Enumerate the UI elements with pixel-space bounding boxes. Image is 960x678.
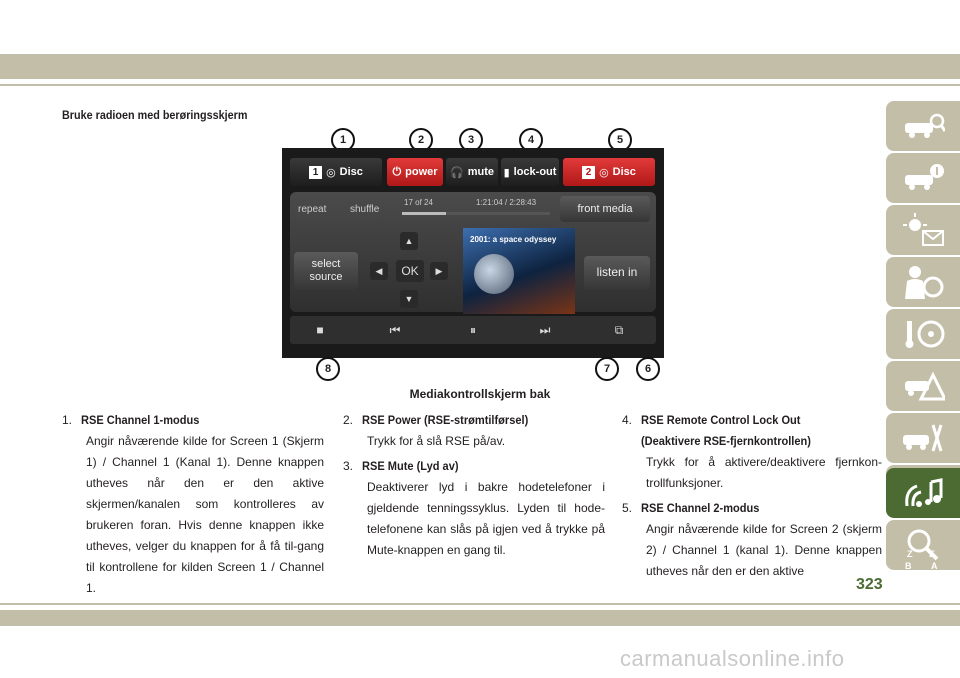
figure-caption: Mediakontrollskjerm bak: [409, 387, 551, 401]
service-icon: [901, 421, 945, 455]
screen1-disc-tab: [290, 158, 382, 186]
chapter-tab-service[interactable]: [886, 413, 960, 463]
index-icon: [901, 547, 945, 581]
multimedia-icon: [901, 476, 945, 510]
svg-text:I C T: I C T: [913, 571, 933, 581]
screen2-disc-label: Disc: [612, 166, 636, 178]
pause-icon: ⏸: [469, 322, 476, 337]
rse-power-tab: [387, 158, 443, 186]
power-label: power: [405, 166, 438, 178]
front-media-button: front media: [560, 196, 650, 222]
shuffle-button: shuffle: [350, 204, 380, 215]
screen2-disc-tab: [563, 158, 655, 186]
multimedia-tab-content: [886, 468, 960, 518]
svg-text:Z: Z: [907, 549, 913, 559]
callout-7: 7: [595, 357, 619, 381]
item-heading: 3. RSE Mute (Lyd av): [343, 459, 459, 473]
chapter-tab-emergency[interactable]: [886, 361, 960, 411]
previous-track-icon: ⏮: [389, 322, 401, 337]
seat-belt-icon: [901, 265, 945, 299]
screen1-number: 1: [309, 166, 322, 179]
callout-4: 4: [519, 128, 543, 152]
track-count: 17 of 24: [404, 198, 433, 207]
rse-lockout-tab: [501, 158, 559, 186]
chapter-tab-car-info[interactable]: [886, 101, 960, 151]
car-alert-icon: [901, 161, 945, 195]
watermark: carmanualsonline.info: [620, 646, 845, 671]
callout-1: 1: [331, 128, 355, 152]
screen-toggle-icon: ⧉: [614, 322, 624, 337]
item-heading: 2. RSE Power (RSE-strømtilførsel): [343, 413, 529, 427]
repeat-button: repeat: [298, 204, 327, 215]
footer-rule: [0, 603, 960, 605]
next-track-icon: ⏭: [539, 322, 551, 337]
chapter-tab-car-alert[interactable]: [886, 153, 960, 203]
stop-icon: ■: [316, 323, 324, 337]
disc-icon: ◎: [599, 166, 609, 179]
listen-in-button: listen in: [584, 256, 650, 290]
text-column-1: [62, 410, 324, 603]
item-heading: 1. RSE Channel 1-modus: [62, 413, 200, 427]
header-band: [0, 54, 960, 79]
callout-5: 5: [608, 128, 632, 152]
page-number: 323: [856, 576, 883, 593]
up-arrow-icon: ▲: [400, 232, 418, 250]
track-time: 1:21:04 / 2:28:43: [476, 198, 537, 207]
headphones-icon: 🎧: [450, 166, 464, 179]
callout-6: 6: [636, 357, 660, 381]
item-description: Trykk for å aktivere/deaktivere fjernkon-trollfunksjoner.: [646, 455, 882, 490]
footer-band: [0, 610, 960, 626]
item-description: Angir nåværende kilde for Screen 1 (Skjerm 1) / Channel 1 (Kanal 1). Denne knappen utheves når den er den aktive skjermen/kanalen som kontrolleres av brukeren foran. Hvis denne knappen ikke utheves, velger du knappen for å få til-gang til kontrollene for kilden Screen 1 / Channel 1.: [86, 434, 324, 595]
down-arrow-icon: ▼: [400, 290, 418, 308]
svg-text:B: B: [905, 561, 912, 571]
emergency-triangle-icon: [901, 369, 945, 403]
warning-light-icon: [901, 213, 945, 247]
callout-8: 8: [316, 357, 340, 381]
screen2-number: 2: [582, 166, 595, 179]
right-arrow-icon: ▶: [430, 262, 448, 280]
chapter-tab-seat-belt[interactable]: [886, 257, 960, 307]
chapter-tab-index-visible[interactable]: [886, 544, 960, 584]
section-heading: Bruke radioen med berøringsskjerm: [62, 108, 248, 122]
select-source-button: select source: [294, 252, 358, 290]
item-description: Angir nåværende kilde for Screen 2 (skjerm 2) / Channel 1 (kanal 1). Denne knappen utheves når den er den aktive: [646, 522, 882, 578]
text-column-2: [343, 410, 605, 565]
item-heading: 4. RSE Remote Control Lock Out (Deaktivere RSE-fjernkontrollen): [622, 413, 811, 448]
power-icon: ⏻: [392, 165, 402, 178]
text-column-3: [622, 410, 882, 586]
callout-2: 2: [409, 128, 433, 152]
callout-3: 3: [459, 128, 483, 152]
item-description: Trykk for å slå RSE på/av.: [367, 434, 506, 448]
screen1-disc-label: Disc: [339, 166, 363, 178]
steering-wheel-icon: [901, 317, 945, 351]
car-info-icon: [901, 109, 945, 143]
chapter-tab-warning-lights[interactable]: [886, 205, 960, 255]
item-heading: 5. RSE Channel 2-modus: [622, 501, 760, 515]
lockout-label: lock-out: [513, 166, 557, 178]
mute-label: mute: [467, 166, 494, 178]
progress-bar: [402, 212, 550, 215]
planet-artwork: [474, 254, 514, 294]
album-title: 2001: a space odyssey: [470, 235, 557, 244]
svg-text:E: E: [929, 549, 936, 559]
chapter-tab-steering-wheel[interactable]: [886, 309, 960, 359]
disc-icon: ◎: [326, 166, 336, 179]
left-arrow-icon: ◀: [370, 262, 388, 280]
rse-mute-tab: [446, 158, 498, 186]
ok-button: OK: [396, 260, 424, 282]
item-description: Deaktiverer lyd i bakre hodetelefoner i gjeldende tenningssyklus. Lyden til hode-telefonene kan slås på igjen ved å trykke på Mute-knappen en gang til.: [367, 480, 605, 557]
svg-text:A: A: [931, 561, 938, 571]
remote-icon: ▮: [503, 166, 510, 179]
header-rule: [0, 84, 960, 86]
svg-text:D: D: [935, 571, 942, 581]
